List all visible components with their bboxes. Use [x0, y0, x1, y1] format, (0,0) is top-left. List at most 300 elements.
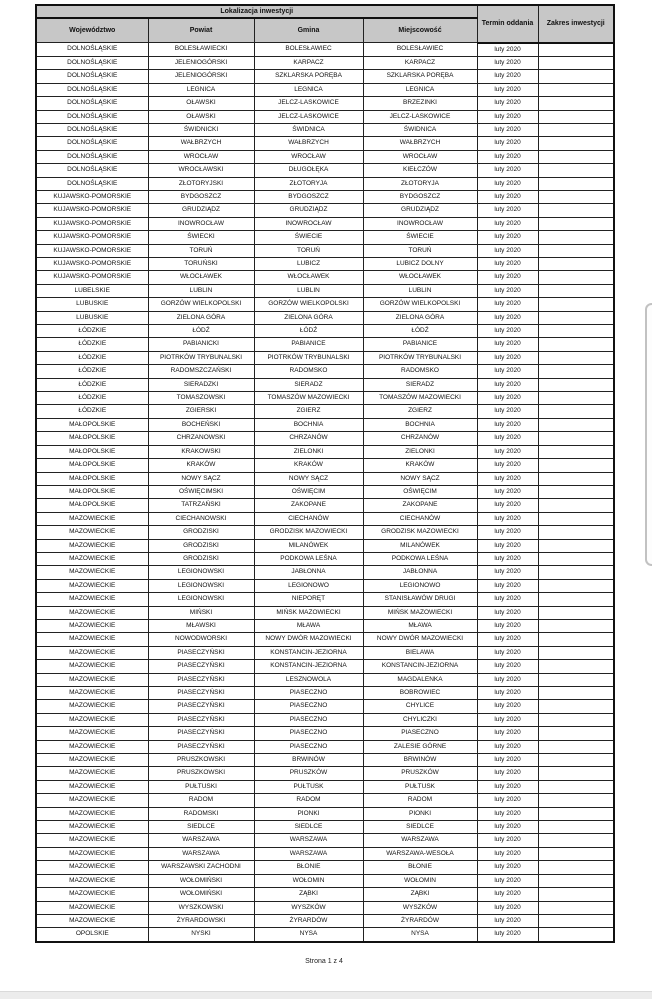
cell-powiat: CIECHANOWSKI	[148, 512, 254, 525]
cell-wojewodztwo: MAZOWIECKIE	[36, 593, 148, 606]
cell-wojewodztwo: LUBUSKIE	[36, 298, 148, 311]
cell-gmina: PRUSZKÓW	[254, 767, 363, 780]
cell-wojewodztwo: DOLNOŚLĄSKIE	[36, 83, 148, 96]
cell-powiat: ZGIERSKI	[148, 405, 254, 418]
cell-termin-oddania: luty 2020	[477, 673, 538, 686]
cell-wojewodztwo: DOLNOŚLĄSKIE	[36, 97, 148, 110]
cell-termin-oddania: luty 2020	[477, 834, 538, 847]
cell-termin-oddania: luty 2020	[477, 552, 538, 565]
cell-miejscowosc: ZIELONA GÓRA	[363, 311, 477, 324]
cell-powiat: ZIELONA GÓRA	[148, 311, 254, 324]
cell-miejscowosc: BYDGOSZCZ	[363, 190, 477, 203]
cell-gmina: NOWY SĄCZ	[254, 472, 363, 485]
cell-miejscowosc: CHYLICZKI	[363, 713, 477, 726]
cell-miejscowosc: BIELAWA	[363, 646, 477, 659]
cell-gmina: PIASECZNO	[254, 727, 363, 740]
cell-wojewodztwo: MAZOWIECKIE	[36, 874, 148, 887]
table-row	[36, 325, 614, 338]
cell-miejscowosc: WAŁBRZYCH	[363, 137, 477, 150]
cell-zakres-inwestycji	[538, 847, 614, 860]
table-row	[36, 566, 614, 579]
table-row	[36, 847, 614, 860]
cell-termin-oddania: luty 2020	[477, 847, 538, 860]
cell-wojewodztwo: MAZOWIECKIE	[36, 740, 148, 753]
cell-wojewodztwo: MAZOWIECKIE	[36, 579, 148, 592]
cell-gmina: WARSZAWA	[254, 847, 363, 860]
cell-zakres-inwestycji	[538, 526, 614, 539]
cell-powiat: ZŁOTORYJSKI	[148, 177, 254, 190]
table-row	[36, 164, 614, 177]
cell-zakres-inwestycji	[538, 204, 614, 217]
cell-gmina: RADOMSKO	[254, 365, 363, 378]
cell-termin-oddania: luty 2020	[477, 271, 538, 284]
cell-gmina: LUBICZ	[254, 258, 363, 271]
cell-wojewodztwo: MAZOWIECKIE	[36, 526, 148, 539]
table-row	[36, 740, 614, 753]
cell-zakres-inwestycji	[538, 365, 614, 378]
cell-miejscowosc: STANISŁAWÓW DRUGI	[363, 593, 477, 606]
cell-gmina: GORZÓW WIELKOPOLSKI	[254, 298, 363, 311]
cell-powiat: KRAKÓW	[148, 459, 254, 472]
cell-termin-oddania: luty 2020	[477, 794, 538, 807]
table-row	[36, 231, 614, 244]
cell-miejscowosc: ŚWIDNICA	[363, 123, 477, 136]
cell-wojewodztwo: LUBUSKIE	[36, 311, 148, 324]
cell-wojewodztwo: MAZOWIECKIE	[36, 888, 148, 901]
cell-miejscowosc: NYSA	[363, 928, 477, 942]
cell-termin-oddania: luty 2020	[477, 56, 538, 69]
cell-termin-oddania: luty 2020	[477, 325, 538, 338]
cell-powiat: BYDGOSZCZ	[148, 190, 254, 203]
scrollbar-thumb[interactable]	[645, 303, 652, 566]
cell-wojewodztwo: MAZOWIECKIE	[36, 914, 148, 927]
table-row	[36, 579, 614, 592]
table-row	[36, 606, 614, 619]
cell-zakres-inwestycji	[538, 472, 614, 485]
cell-gmina: PIASECZNO	[254, 740, 363, 753]
cell-powiat: PIASECZYŃSKI	[148, 646, 254, 659]
cell-gmina: SIEDLCE	[254, 821, 363, 834]
cell-zakres-inwestycji	[538, 271, 614, 284]
cell-wojewodztwo: MAZOWIECKIE	[36, 619, 148, 632]
cell-miejscowosc: CIECHANÓW	[363, 512, 477, 525]
table-row	[36, 633, 614, 646]
cell-miejscowosc: SZKLARSKA PORĘBA	[363, 70, 477, 83]
cell-zakres-inwestycji	[538, 258, 614, 271]
cell-wojewodztwo: KUJAWSKO-POMORSKIE	[36, 217, 148, 230]
cell-zakres-inwestycji	[538, 298, 614, 311]
cell-gmina: BRWINÓW	[254, 754, 363, 767]
cell-termin-oddania: luty 2020	[477, 807, 538, 820]
cell-zakres-inwestycji	[538, 378, 614, 391]
cell-zakres-inwestycji	[538, 499, 614, 512]
cell-miejscowosc: TOMASZÓW MAZOWIECKI	[363, 392, 477, 405]
cell-wojewodztwo: MAZOWIECKIE	[36, 512, 148, 525]
cell-zakres-inwestycji	[538, 888, 614, 901]
cell-zakres-inwestycji	[538, 97, 614, 110]
cell-zakres-inwestycji	[538, 552, 614, 565]
cell-zakres-inwestycji	[538, 566, 614, 579]
table-row	[36, 378, 614, 391]
cell-miejscowosc: BOCHNIA	[363, 418, 477, 431]
cell-termin-oddania: luty 2020	[477, 378, 538, 391]
cell-termin-oddania: luty 2020	[477, 767, 538, 780]
cell-miejscowosc: ZĄBKI	[363, 888, 477, 901]
cell-miejscowosc: MILANÓWEK	[363, 539, 477, 552]
cell-miejscowosc: ŻYRARDÓW	[363, 914, 477, 927]
cell-miejscowosc: PUŁTUSK	[363, 780, 477, 793]
cell-miejscowosc: PIONKI	[363, 807, 477, 820]
cell-wojewodztwo: DOLNOŚLĄSKIE	[36, 70, 148, 83]
table-row	[36, 217, 614, 230]
cell-wojewodztwo: KUJAWSKO-POMORSKIE	[36, 271, 148, 284]
cell-zakres-inwestycji	[538, 619, 614, 632]
cell-termin-oddania: luty 2020	[477, 70, 538, 83]
header-gmina: Gmina	[254, 18, 363, 43]
table-row	[36, 526, 614, 539]
cell-powiat: WYSZKOWSKI	[148, 901, 254, 914]
cell-wojewodztwo: MAZOWIECKIE	[36, 794, 148, 807]
table-row	[36, 97, 614, 110]
cell-zakres-inwestycji	[538, 740, 614, 753]
cell-miejscowosc: ZAKOPANE	[363, 499, 477, 512]
cell-wojewodztwo: KUJAWSKO-POMORSKIE	[36, 204, 148, 217]
cell-miejscowosc: PABIANICE	[363, 338, 477, 351]
table-row	[36, 258, 614, 271]
cell-zakres-inwestycji	[538, 217, 614, 230]
cell-zakres-inwestycji	[538, 432, 614, 445]
cell-zakres-inwestycji	[538, 901, 614, 914]
cell-wojewodztwo: ŁÓDZKIE	[36, 392, 148, 405]
cell-gmina: ZGIERZ	[254, 405, 363, 418]
table-row	[36, 780, 614, 793]
cell-miejscowosc: WARSZAWA	[363, 834, 477, 847]
cell-wojewodztwo: MAZOWIECKIE	[36, 780, 148, 793]
cell-powiat: BOCHEŃSKI	[148, 418, 254, 431]
cell-zakres-inwestycji	[538, 392, 614, 405]
cell-wojewodztwo: DOLNOŚLĄSKIE	[36, 177, 148, 190]
cell-zakres-inwestycji	[538, 646, 614, 659]
cell-zakres-inwestycji	[538, 177, 614, 190]
table-row	[36, 794, 614, 807]
table-row	[36, 405, 614, 418]
table-row	[36, 485, 614, 498]
cell-wojewodztwo: MAŁOPOLSKIE	[36, 499, 148, 512]
cell-gmina: WROCŁAW	[254, 150, 363, 163]
cell-powiat: WROCŁAW	[148, 150, 254, 163]
cell-termin-oddania: luty 2020	[477, 780, 538, 793]
cell-gmina: KONSTANCIN-JEZIORNA	[254, 646, 363, 659]
cell-powiat: GRUDZIĄDZ	[148, 204, 254, 217]
cell-gmina: SZKLARSKA PORĘBA	[254, 70, 363, 83]
cell-gmina: TOMASZÓW MAZOWIECKI	[254, 392, 363, 405]
cell-termin-oddania: luty 2020	[477, 914, 538, 927]
table-row	[36, 244, 614, 257]
cell-termin-oddania: luty 2020	[477, 660, 538, 673]
cell-miejscowosc: WŁOCŁAWEK	[363, 271, 477, 284]
cell-gmina: BŁONIE	[254, 861, 363, 874]
cell-powiat: ŁÓDŹ	[148, 325, 254, 338]
cell-termin-oddania: luty 2020	[477, 566, 538, 579]
cell-gmina: OŚWIĘCIM	[254, 485, 363, 498]
cell-powiat: LEGIONOWSKI	[148, 579, 254, 592]
header-termin-oddania: Termin oddania	[477, 5, 538, 43]
cell-zakres-inwestycji	[538, 137, 614, 150]
cell-termin-oddania: luty 2020	[477, 579, 538, 592]
cell-termin-oddania: luty 2020	[477, 392, 538, 405]
cell-termin-oddania: luty 2020	[477, 177, 538, 190]
table-row	[36, 43, 614, 57]
cell-miejscowosc: MŁAWA	[363, 619, 477, 632]
cell-zakres-inwestycji	[538, 338, 614, 351]
cell-zakres-inwestycji	[538, 405, 614, 418]
cell-miejscowosc: JABŁONNA	[363, 566, 477, 579]
cell-termin-oddania: luty 2020	[477, 284, 538, 297]
cell-powiat: PIOTRKÓW TRYBUNALSKI	[148, 351, 254, 364]
cell-powiat: BOLESŁAWIECKI	[148, 43, 254, 57]
cell-miejscowosc: INOWROCŁAW	[363, 217, 477, 230]
table-row	[36, 338, 614, 351]
cell-termin-oddania: luty 2020	[477, 445, 538, 458]
cell-zakres-inwestycji	[538, 821, 614, 834]
cell-termin-oddania: luty 2020	[477, 472, 538, 485]
cell-termin-oddania: luty 2020	[477, 365, 538, 378]
cell-zakres-inwestycji	[538, 579, 614, 592]
table-row	[36, 754, 614, 767]
cell-termin-oddania: luty 2020	[477, 619, 538, 632]
cell-wojewodztwo: MAŁOPOLSKIE	[36, 445, 148, 458]
cell-zakres-inwestycji	[538, 660, 614, 673]
cell-gmina: LEGIONOWO	[254, 579, 363, 592]
cell-miejscowosc: ŁÓDŹ	[363, 325, 477, 338]
cell-powiat: PIASECZYŃSKI	[148, 713, 254, 726]
table-row	[36, 646, 614, 659]
cell-zakres-inwestycji	[538, 70, 614, 83]
cell-termin-oddania: luty 2020	[477, 432, 538, 445]
cell-miejscowosc: ZGIERZ	[363, 405, 477, 418]
cell-miejscowosc: ZALESIE GÓRNE	[363, 740, 477, 753]
cell-powiat: MŁAWSKI	[148, 619, 254, 632]
cell-wojewodztwo: MAZOWIECKIE	[36, 754, 148, 767]
investments-table	[35, 4, 615, 943]
header-lokalizacja-inwestycji: Lokalizacja inwestycji	[36, 5, 477, 18]
cell-zakres-inwestycji	[538, 673, 614, 686]
cell-powiat: OŁAWSKI	[148, 97, 254, 110]
cell-zakres-inwestycji	[538, 351, 614, 364]
table-row	[36, 459, 614, 472]
cell-wojewodztwo: MAZOWIECKIE	[36, 552, 148, 565]
table-row	[36, 901, 614, 914]
cell-zakres-inwestycji	[538, 231, 614, 244]
cell-gmina: WOŁOMIN	[254, 874, 363, 887]
cell-miejscowosc: TORUŃ	[363, 244, 477, 257]
table-row	[36, 499, 614, 512]
cell-gmina: BYDGOSZCZ	[254, 190, 363, 203]
table-row	[36, 673, 614, 686]
table-row	[36, 432, 614, 445]
cell-termin-oddania: luty 2020	[477, 727, 538, 740]
cell-gmina: RADOM	[254, 794, 363, 807]
cell-wojewodztwo: KUJAWSKO-POMORSKIE	[36, 231, 148, 244]
cell-powiat: WROCŁAWSKI	[148, 164, 254, 177]
cell-miejscowosc: SIERADZ	[363, 378, 477, 391]
cell-powiat: KRAKOWSKI	[148, 445, 254, 458]
cell-powiat: OŁAWSKI	[148, 110, 254, 123]
cell-wojewodztwo: ŁÓDZKIE	[36, 365, 148, 378]
cell-zakres-inwestycji	[538, 700, 614, 713]
cell-powiat: TOMASZOWSKI	[148, 392, 254, 405]
cell-powiat: PRUSZKOWSKI	[148, 767, 254, 780]
cell-gmina: INOWROCŁAW	[254, 217, 363, 230]
cell-powiat: PUŁTUSKI	[148, 780, 254, 793]
table-row	[36, 284, 614, 297]
cell-miejscowosc: BRWINÓW	[363, 754, 477, 767]
cell-gmina: KRAKÓW	[254, 459, 363, 472]
table-row	[36, 418, 614, 431]
cell-miejscowosc: MIŃSK MAZOWIECKI	[363, 606, 477, 619]
cell-powiat: GORZÓW WIELKOPOLSKI	[148, 298, 254, 311]
cell-gmina: MIŃSK MAZOWIECKI	[254, 606, 363, 619]
cell-zakres-inwestycji	[538, 727, 614, 740]
cell-zakres-inwestycji	[538, 807, 614, 820]
cell-gmina: JABŁONNA	[254, 566, 363, 579]
header-powiat: Powiat	[148, 18, 254, 43]
table-row	[36, 552, 614, 565]
table-row	[36, 472, 614, 485]
cell-termin-oddania: luty 2020	[477, 539, 538, 552]
cell-gmina: LUBLIN	[254, 284, 363, 297]
table-row	[36, 807, 614, 820]
cell-zakres-inwestycji	[538, 928, 614, 942]
cell-zakres-inwestycji	[538, 861, 614, 874]
cell-miejscowosc: ZŁOTORYJA	[363, 177, 477, 190]
cell-powiat: RADOM	[148, 794, 254, 807]
table-row	[36, 660, 614, 673]
cell-gmina: GRODZISK MAZOWIECKI	[254, 526, 363, 539]
cell-miejscowosc: WYSZKÓW	[363, 901, 477, 914]
cell-wojewodztwo: MAZOWIECKIE	[36, 673, 148, 686]
cell-zakres-inwestycji	[538, 539, 614, 552]
cell-miejscowosc: WARSZAWA-WESOŁA	[363, 847, 477, 860]
cell-gmina: ZIELONKI	[254, 445, 363, 458]
cell-zakres-inwestycji	[538, 110, 614, 123]
cell-powiat: OŚWIĘCIMSKI	[148, 485, 254, 498]
cell-termin-oddania: luty 2020	[477, 888, 538, 901]
cell-miejscowosc: GRUDZIĄDZ	[363, 204, 477, 217]
table-row	[36, 874, 614, 887]
cell-powiat: TATRZAŃSKI	[148, 499, 254, 512]
cell-gmina: SIERADZ	[254, 378, 363, 391]
cell-wojewodztwo: DOLNOŚLĄSKIE	[36, 110, 148, 123]
cell-wojewodztwo: MAZOWIECKIE	[36, 807, 148, 820]
cell-miejscowosc: PODKOWA LEŚNA	[363, 552, 477, 565]
cell-zakres-inwestycji	[538, 780, 614, 793]
cell-termin-oddania: luty 2020	[477, 633, 538, 646]
table-row	[36, 204, 614, 217]
cell-miejscowosc: JELCZ-LASKOWICE	[363, 110, 477, 123]
cell-wojewodztwo: MAZOWIECKIE	[36, 834, 148, 847]
cell-miejscowosc: WOŁOMIN	[363, 874, 477, 887]
cell-zakres-inwestycji	[538, 633, 614, 646]
table-row	[36, 445, 614, 458]
table-row	[36, 512, 614, 525]
table-row	[36, 700, 614, 713]
cell-termin-oddania: luty 2020	[477, 606, 538, 619]
cell-zakres-inwestycji	[538, 713, 614, 726]
cell-wojewodztwo: MAZOWIECKIE	[36, 821, 148, 834]
table-row	[36, 928, 614, 942]
cell-gmina: MŁAWA	[254, 619, 363, 632]
cell-wojewodztwo: ŁÓDZKIE	[36, 325, 148, 338]
cell-gmina: PODKOWA LEŚNA	[254, 552, 363, 565]
cell-powiat: TORUŃ	[148, 244, 254, 257]
cell-powiat: PIASECZYŃSKI	[148, 673, 254, 686]
cell-wojewodztwo: MAZOWIECKIE	[36, 606, 148, 619]
table-row	[36, 190, 614, 203]
cell-gmina: PIONKI	[254, 807, 363, 820]
cell-termin-oddania: luty 2020	[477, 150, 538, 163]
cell-gmina: CHRZANÓW	[254, 432, 363, 445]
cell-gmina: BOCHNIA	[254, 418, 363, 431]
cell-powiat: GRODZISKI	[148, 552, 254, 565]
cell-termin-oddania: luty 2020	[477, 110, 538, 123]
table-row	[36, 821, 614, 834]
table-row	[36, 351, 614, 364]
cell-powiat: INOWROCŁAW	[148, 217, 254, 230]
cell-powiat: NOWY SĄCZ	[148, 472, 254, 485]
cell-powiat: PIASECZYŃSKI	[148, 660, 254, 673]
table-row	[36, 123, 614, 136]
cell-zakres-inwestycji	[538, 83, 614, 96]
cell-gmina: WAŁBRZYCH	[254, 137, 363, 150]
cell-gmina: JELCZ-LASKOWICE	[254, 110, 363, 123]
cell-miejscowosc: PIASECZNO	[363, 727, 477, 740]
cell-zakres-inwestycji	[538, 485, 614, 498]
cell-powiat: WARSZAWSKI ZACHODNI	[148, 861, 254, 874]
cell-termin-oddania: luty 2020	[477, 137, 538, 150]
cell-termin-oddania: luty 2020	[477, 298, 538, 311]
cell-termin-oddania: luty 2020	[477, 190, 538, 203]
cell-powiat: LUBLIN	[148, 284, 254, 297]
bottom-bar	[0, 991, 652, 999]
table-row	[36, 619, 614, 632]
page-number: Strona 1 z 4	[305, 958, 343, 965]
cell-gmina: JELCZ-LASKOWICE	[254, 97, 363, 110]
cell-zakres-inwestycji	[538, 459, 614, 472]
cell-zakres-inwestycji	[538, 445, 614, 458]
cell-miejscowosc: PIOTRKÓW TRYBUNALSKI	[363, 351, 477, 364]
cell-powiat: CHRZANOWSKI	[148, 432, 254, 445]
cell-powiat: RADOMSZCZAŃSKI	[148, 365, 254, 378]
cell-termin-oddania: luty 2020	[477, 754, 538, 767]
table-row	[36, 593, 614, 606]
cell-miejscowosc: SIEDLCE	[363, 821, 477, 834]
cell-wojewodztwo: MAZOWIECKIE	[36, 566, 148, 579]
cell-gmina: ZŁOTORYJA	[254, 177, 363, 190]
cell-wojewodztwo: ŁÓDZKIE	[36, 405, 148, 418]
cell-termin-oddania: luty 2020	[477, 687, 538, 700]
cell-termin-oddania: luty 2020	[477, 43, 538, 57]
cell-powiat: ŚWIDNICKI	[148, 123, 254, 136]
cell-termin-oddania: luty 2020	[477, 244, 538, 257]
cell-gmina: ZIELONA GÓRA	[254, 311, 363, 324]
cell-gmina: PIOTRKÓW TRYBUNALSKI	[254, 351, 363, 364]
table-row	[36, 298, 614, 311]
table-header	[36, 5, 614, 43]
cell-wojewodztwo: MAZOWIECKIE	[36, 633, 148, 646]
table-row	[36, 83, 614, 96]
cell-gmina: NYSA	[254, 928, 363, 942]
